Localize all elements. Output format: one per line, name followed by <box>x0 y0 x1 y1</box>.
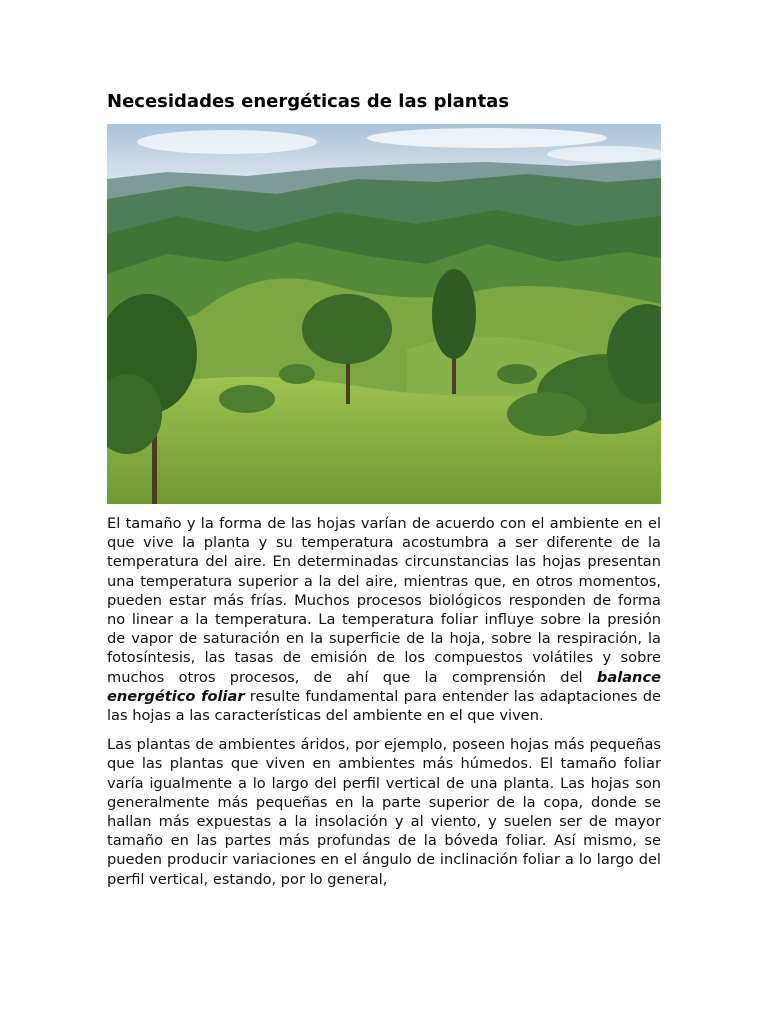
paragraph-1 <box>107 514 661 725</box>
emphasis-balance-energetico-foliar: balance energético foliar <box>107 668 661 705</box>
landscape-illustration <box>107 124 661 504</box>
paragraph-2: Las plantas de ambientes áridos, por ejemplo, poseen hojas más pequeñas que las plantas que viven en ambientes más húmedos. El tamaño foliar varía igualmente a lo largo del perfil vertical de una planta. Las hojas son generalmente más pequeñas en la parte superior de la copa, donde se hallan más expuestas a la insolación y al viento, y suelen ser de mayor tamaño en las partes más profundas de la bóveda foliar. Así mismo, se pueden producir variaciones en el ángulo de inclinación foliar a lo largo del perfil vertical, estando, por lo general, <box>107 736 661 888</box>
landscape-photo <box>107 124 661 504</box>
page-title: Necesidades energéticas de las plantas <box>107 91 510 112</box>
paragraph-1-text-end: resulte fundamental para entender las adaptaciones de las hojas a las características del ambiente en el que viven. <box>107 687 662 725</box>
paragraph-1-text: El tamaño y la forma de las hojas varían de acuerdo con el ambiente en el que vive la planta y su temperatura acostumbra a ser diferente de la temperatura del aire. En determinadas circunstancias las hojas presentan una temperatura superior a la del aire, mientras que, en otros momentos, pueden estar más frías. Muchos procesos biológicos responden de forma no linear a la temperatura. La temperatura foliar influye sobre la presión de vapor de saturación en la superficie de la hoja, sobre la respiración, la fotosíntesis, las tasas de emisión de los compuestos volátiles y sobre muchos otros procesos, de ahí que la comprensión del <box>107 515 661 686</box>
document-body <box>107 514 661 899</box>
